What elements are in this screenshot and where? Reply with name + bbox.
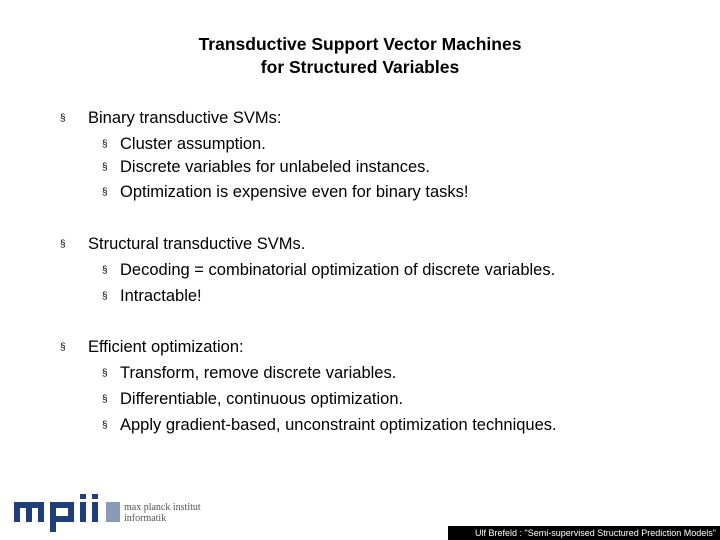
logo-line-2: informatik <box>124 513 167 524</box>
sub-bullet-text: Apply gradient-based, unconstraint optimization techniques. <box>120 416 557 434</box>
bullet-marker: § <box>60 342 66 353</box>
footer-citation: Ulf Brefeld : "Semi-supervised Structured Prediction Models" <box>448 526 720 540</box>
bullet-marker: § <box>102 420 108 431</box>
bullet-marker: § <box>60 113 66 124</box>
bullet-marker: § <box>102 139 108 150</box>
bullet-marker: § <box>102 265 108 276</box>
bullet-marker: § <box>102 368 108 379</box>
bullet-text: Binary transductive SVMs: <box>88 109 282 127</box>
bullet-marker: § <box>102 291 108 302</box>
sub-bullet-text: Decoding = combinatorial optimization of discrete variables. <box>120 261 556 279</box>
logo-text <box>124 502 201 524</box>
bullet-marker: § <box>102 187 108 198</box>
sub-bullet-text: Differentiable, continuous optimization. <box>120 390 404 408</box>
sub-bullet-text: Optimization is expensive even for binary tasks! <box>120 183 469 201</box>
sub-bullet-text: Transform, remove discrete variables. <box>120 364 397 382</box>
sub-bullet-text: Cluster assumption. <box>120 135 266 153</box>
bullet-text: Structural transductive SVMs. <box>88 235 306 253</box>
bullet-text: Efficient optimization: <box>88 338 244 356</box>
sub-bullet-text: Intractable! <box>120 287 202 305</box>
sub-bullet-text: Discrete variables for unlabeled instances. <box>120 158 430 176</box>
bullet-marker: § <box>102 394 108 405</box>
title-line-2: for Structured Variables <box>260 57 460 77</box>
title-line-1: Transductive Support Vector Machines <box>198 34 522 54</box>
logo-line-1: max planck institut <box>124 502 201 513</box>
bullet-marker: § <box>60 239 66 250</box>
slide-title <box>0 33 720 79</box>
bullet-marker: § <box>102 162 108 173</box>
